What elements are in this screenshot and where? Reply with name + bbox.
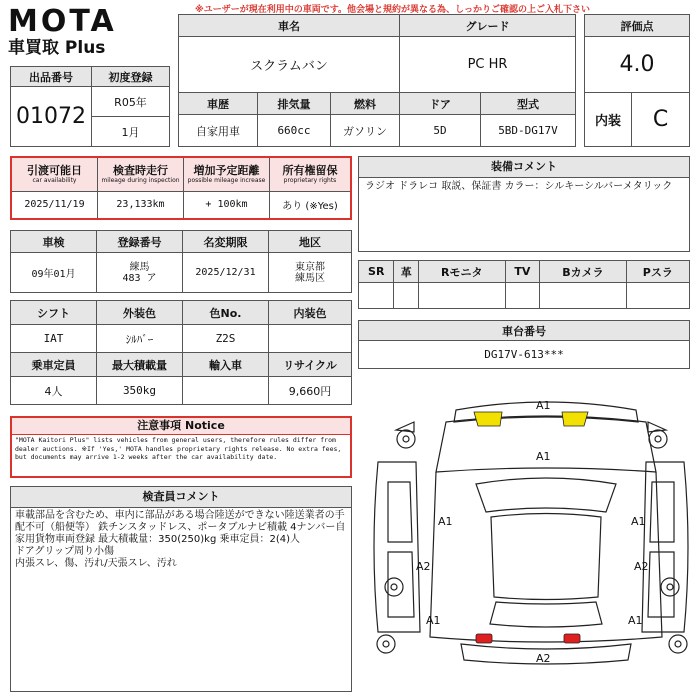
notice-text: "MOTA Kaitori Plus" lists vehicles from general users, therefore rules differ from dealer auctions. ※If 'Yes,' MOTA handles proprietary rights release. No extra fees, but documents may arrive 1-2 weeks after the car availability date. (15, 436, 342, 461)
proprietary-rights: あり (※Yes) (270, 191, 352, 219)
history-label: 車歴 (179, 93, 258, 115)
option-value (626, 283, 689, 309)
displacement: 660cc (258, 115, 331, 147)
reg-number-label: 登録番号 (97, 231, 183, 253)
damage-mark-rear-bumper: A2 (536, 652, 551, 665)
interior-color-label: 内装色 (269, 301, 352, 325)
rating-score: 4.0 (585, 37, 690, 93)
damage-mark-left-lower: A1 (426, 614, 441, 627)
headlight-right-mark (562, 412, 588, 426)
option-value (394, 283, 418, 309)
inspector-label: 検査員コメント (11, 487, 351, 508)
first-reg-month: 1月 (92, 117, 170, 147)
imported-label: 輸入車 (183, 353, 269, 377)
option-value (359, 283, 394, 309)
registration-table (10, 230, 352, 293)
equipment-text: ラジオ ドラレコ 取説、保証書 カラー：シルキーシルバーメタリック (365, 181, 673, 192)
history: 自家用車 (179, 115, 258, 147)
logo-brand: MOTA (8, 4, 117, 39)
headlight-left-mark (474, 412, 502, 426)
options-table (358, 260, 690, 309)
recycle-fee: 9,660円 (269, 377, 352, 405)
inspector-line-3: 内張スレ、傷、汚れ/天張スレ、汚れ (15, 558, 177, 569)
exterior-color: ｼﾙﾊﾞｰ (97, 325, 183, 353)
damage-mark-right-rear: A2 (634, 560, 649, 573)
option-label: Bカメラ (540, 261, 626, 283)
inspection-mileage-header: 検査時走行 mileage during inspection (98, 157, 184, 191)
car-damage-diagram (366, 392, 696, 692)
mota-logo (8, 6, 148, 62)
shaken-label: 車検 (11, 231, 97, 253)
equipment-box (358, 156, 690, 252)
rating-label: 評価点 (585, 15, 690, 37)
name-change-deadline: 2025/12/31 (183, 253, 269, 293)
shift: IAT (11, 325, 97, 353)
fuel: ガソリン (331, 115, 400, 147)
option-label: Rモニタ (418, 261, 505, 283)
chassis-label: 車台番号 (359, 321, 690, 341)
listing-number: 01072 (11, 87, 92, 147)
damage-mark-front-bumper: A1 (536, 399, 551, 412)
shaken: 09年01月 (11, 253, 97, 293)
mileage-increase: + 100km (184, 191, 270, 219)
model: 5BD-DG17V (481, 115, 576, 147)
damage-mark-left-door: A1 (438, 515, 453, 528)
inspector-line-1: 車載部品を含むため、車内に部品がある場合陸送ができない陸送業者の手配不可（船便等） 鉄チンスタッドレス、ポータブルナビ積載 4ナンバー自家用貨物車両登録 最大積載量：350(250)kg 乗車定員：2(4)人 (15, 510, 346, 545)
chassis-table (358, 320, 690, 369)
option-label: Pスラ (626, 261, 689, 283)
damage-mark-hood: A1 (536, 450, 551, 463)
interior-color (269, 325, 352, 353)
listing-table (10, 66, 170, 147)
reg-number: 練馬 483 ア (97, 253, 183, 293)
damage-mark-right-lower: A1 (628, 614, 643, 627)
displacement-label: 排気量 (258, 93, 331, 115)
model-label: 型式 (481, 93, 576, 115)
specs-table (10, 300, 352, 405)
damage-mark-left-rear: A2 (416, 560, 431, 573)
grade: PC HR (400, 37, 576, 93)
first-reg-label: 初度登録 (92, 67, 170, 87)
interior-grade: C (632, 93, 690, 147)
exterior-color-label: 外装色 (97, 301, 183, 325)
district: 東京都 練馬区 (269, 253, 352, 293)
option-value (505, 283, 540, 309)
inspector-box (10, 486, 352, 692)
car-name-label: 車名 (179, 15, 400, 37)
taillight-left-mark (476, 634, 492, 643)
recycle-label: リサイクル (269, 353, 352, 377)
color-no-label: 色No. (183, 301, 269, 325)
car-info-table (178, 14, 576, 147)
availability-header: 引渡可能日 car availability (11, 157, 98, 191)
fuel-label: 燃料 (331, 93, 400, 115)
option-value (540, 283, 626, 309)
notice-box (10, 416, 352, 478)
option-label: TV (505, 261, 540, 283)
notice-title: 注意事項 Notice (12, 418, 350, 435)
chassis-number: DG17V-613*** (359, 341, 690, 369)
max-load-label: 最大積載量 (97, 353, 183, 377)
inspection-mileage: 23,133km (98, 191, 184, 219)
availability-date: 2025/11/19 (11, 191, 98, 219)
rating-table (584, 14, 690, 147)
color-no: Z2S (183, 325, 269, 353)
first-reg-year: R05年 (92, 87, 170, 117)
listing-number-label: 出品番号 (11, 67, 92, 87)
shift-label: シフト (11, 301, 97, 325)
mileage-table (10, 156, 352, 220)
imported (183, 377, 269, 405)
proprietary-rights-header: 所有権留保 proprietary rights (270, 157, 352, 191)
name-change-label: 名変期限 (183, 231, 269, 253)
capacity-label: 乗車定員 (11, 353, 97, 377)
grade-label: グレード (400, 15, 576, 37)
option-label: SR (359, 261, 394, 283)
top-notice: ※ユーザーが現在利用中の車両です。他会場と規約が異なる為、しっかりご確認の上ご入札下さい (195, 5, 591, 15)
option-value (418, 283, 505, 309)
interior-label: 内装 (585, 93, 632, 147)
max-load: 350kg (97, 377, 183, 405)
damage-mark-right-door: A1 (631, 515, 646, 528)
option-label: 革 (394, 261, 418, 283)
doors: 5D (400, 115, 481, 147)
district-label: 地区 (269, 231, 352, 253)
capacity: 4人 (11, 377, 97, 405)
inspector-line-2: ドアグリップ周り小傷 (15, 546, 114, 557)
doors-label: ドア (400, 93, 481, 115)
mileage-increase-header: 増加予定距離 possible mileage increase (184, 157, 270, 191)
car-name: スクラムバン (179, 37, 400, 93)
equipment-label: 装備コメント (359, 157, 689, 178)
taillight-right-mark (564, 634, 580, 643)
logo-sub: 車買取 Plus (8, 38, 106, 58)
